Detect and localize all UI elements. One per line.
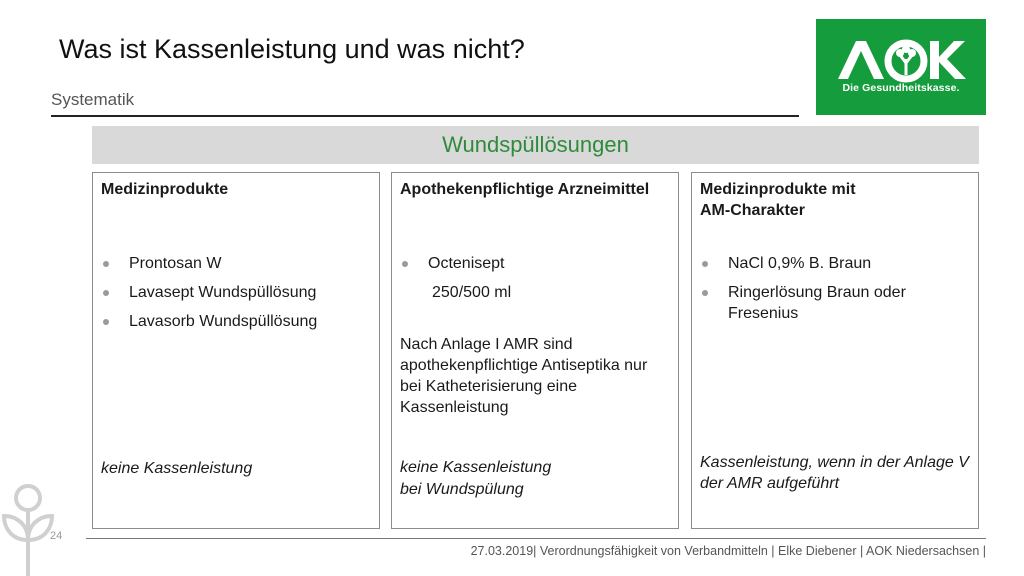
column-medizinprodukte-am-charakter: [691, 172, 979, 529]
topic-banner: [92, 126, 979, 164]
logo-tagline: Die Gesundheitskasse.: [842, 82, 960, 94]
column-paragraph: Nach Anlage I AMR sind apothekenpflichtige Antiseptika nur bei Katheterisierung eine Kassenleistung: [400, 336, 648, 416]
column-heading: Medizinprodukte: [101, 181, 229, 198]
slide-subtitle: Systematik: [51, 90, 135, 109]
footer-divider: [86, 538, 986, 539]
bullet-list: [700, 253, 970, 332]
list-item: Prontosan W: [101, 253, 371, 274]
list-item: Lavasept Wundspüllösung: [101, 282, 371, 303]
list-item: Octenisept: [400, 253, 670, 274]
list-item: Ringerlösung Braun oder Fresenius: [700, 282, 970, 324]
column-note: Kassenleistung, wenn in der Anlage V der AMR aufgeführt: [700, 454, 969, 492]
footer-text: 27.03.2019| Verordnungsfähigkeit von Verbandmitteln | Elke Diebener | AOK Niedersachsen |: [470, 544, 986, 558]
page-number: 24: [50, 530, 63, 542]
slide-title: Was ist Kassenleistung und was nicht?: [59, 34, 525, 64]
column-apothekenpflichtige-arzneimittel: [391, 172, 679, 529]
title-divider: [51, 115, 799, 117]
column-note: keine Kassenleistung: [101, 460, 253, 477]
column-heading: Apothekenpflichtige Arzneimittel: [400, 181, 650, 198]
column-heading-line2: AM-Charakter: [700, 202, 805, 219]
list-item: NaCl 0,9% B. Braun: [700, 253, 970, 274]
bullet-list: [101, 253, 371, 340]
list-item: Lavasorb Wundspüllösung: [101, 311, 371, 332]
column-medizinprodukte: [92, 172, 380, 529]
column-heading: [700, 179, 970, 221]
bullet-continuation: 250/500 ml: [432, 284, 512, 301]
column-heading-line1: Medizinprodukte mit: [700, 181, 856, 198]
column-note: keine Kassenleistung: [400, 459, 552, 476]
aok-logo: [816, 19, 986, 115]
banner-title: Wundspüllösungen: [442, 132, 629, 157]
column-note-line2: bei Wundspülung: [400, 481, 524, 498]
bullet-list: [400, 253, 670, 282]
leaf-decoration-icon: [0, 470, 63, 576]
aok-logo-mark: [816, 19, 986, 115]
